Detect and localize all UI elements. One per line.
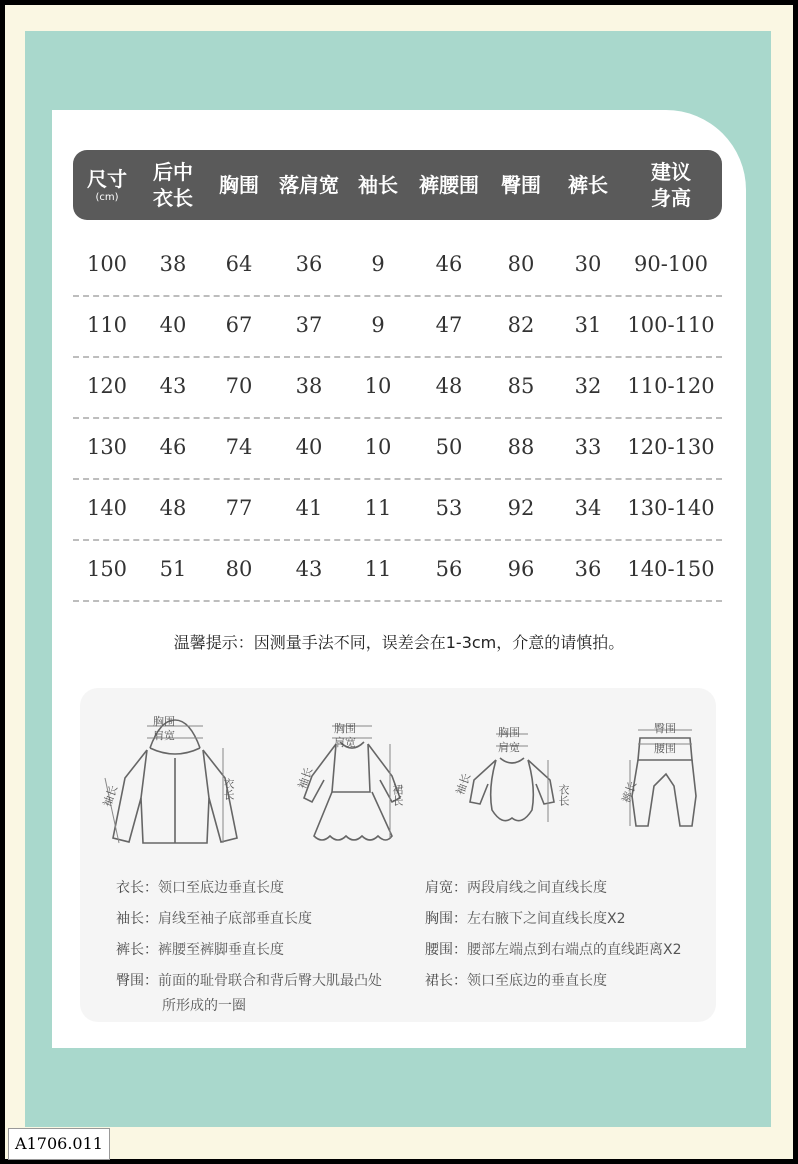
table-cell: 38 [159,252,187,276]
header-label: 袖长 [358,173,398,197]
table-cell: 150 [86,557,128,581]
definition-item [425,877,607,897]
romper-sleeve-label: 袖长 [453,771,474,797]
table-row [73,417,722,480]
table-cell: 11 [364,557,392,581]
table-cell: 100-110 [627,313,715,337]
table-cell: 51 [159,557,187,581]
header-label-line2: 身高 [651,186,691,210]
table-cell: 110-120 [627,374,715,398]
dress-shoulder-label: 肩宽 [334,736,356,749]
table-cell: 50 [435,435,463,459]
table-cell: 33 [574,435,602,459]
header-cell [501,150,541,220]
table-row [73,295,722,358]
definition-item [116,908,312,928]
table-cell: 43 [295,557,323,581]
definition-term: 胸围： [425,911,467,927]
jacket-chest-label: 胸围 [153,715,175,728]
definition-desc: 肩线至袖子底部垂直长度 [158,911,312,927]
table-cell: 38 [295,374,323,398]
header-cell [358,150,398,220]
table-cell: 48 [159,496,187,520]
definition-desc: 前面的耻骨联合和背后臀大肌最凸处 [158,973,382,989]
definition-term: 衣长： [116,880,158,896]
table-cell: 88 [507,435,535,459]
definition-item [425,939,682,959]
romper-shoulder-label: 肩宽 [498,741,520,754]
definition-term: 袖长： [116,911,158,927]
definition-term: 腰围： [425,942,467,958]
dress-sleeve-label: 袖长 [295,765,316,791]
definition-term: 臀围： [116,973,158,989]
table-cell: 48 [435,374,463,398]
table-cell: 34 [574,496,602,520]
header-cell [651,150,691,220]
header-label: 胸围 [219,173,259,197]
table-cell: 10 [364,435,392,459]
table-cell: 90-100 [634,252,708,276]
table-cell: 140-150 [627,557,715,581]
header-cell [153,150,193,220]
header-label: 裤长 [568,173,608,197]
definition-desc: 腰部左端点到右端点的直线距离X2 [467,942,682,958]
definition-term: 裙长： [425,973,467,989]
table-cell: 64 [225,252,253,276]
header-cell [219,150,259,220]
measurement-note: 温馨提示：因测量手法不同，误差会在1-3cm，介意的请慎拍。 [173,633,625,652]
definition-item [116,877,284,897]
table-cell: 10 [364,374,392,398]
header-cell [87,150,127,220]
romper-chest-label: 胸围 [498,726,520,739]
table-cell: 30 [574,252,602,276]
table-row [73,234,722,297]
jacket-length-label: 衣长 [222,778,235,800]
table-cell: 74 [225,435,253,459]
header-label: 裤腰围 [419,173,479,197]
pants-hip-label: 臀围 [654,722,676,735]
table-cell: 43 [159,374,187,398]
table-cell: 32 [574,374,602,398]
table-cell: 77 [225,496,253,520]
definition-desc: 裤腰至裤脚垂直长度 [158,942,284,958]
header-cell [279,150,339,220]
table-cell: 80 [225,557,253,581]
table-cell: 37 [295,313,323,337]
table-cell: 85 [507,374,535,398]
definition-item [116,939,284,959]
table-cell: 31 [574,313,602,337]
header-label: 后中 [153,160,193,184]
table-cell: 9 [371,252,385,276]
pants-waist-label: 腰围 [654,742,676,755]
table-cell: 92 [507,496,535,520]
table-cell: 56 [435,557,463,581]
definition-desc: 领口至底边垂直长度 [158,880,284,896]
table-cell: 36 [295,252,323,276]
definition-term: 肩宽： [425,880,467,896]
size-table-header [73,150,722,220]
romper-length-label: 衣长 [557,784,570,806]
table-cell: 9 [371,313,385,337]
pants-length-label: 裤长 [619,779,640,805]
header-label: 建议 [651,160,691,184]
header-label: 臀围 [501,173,541,197]
table-row [73,478,722,541]
definition-item [116,970,382,990]
table-cell: 110 [86,313,128,337]
table-cell: 96 [507,557,535,581]
table-cell: 40 [159,313,187,337]
table-cell: 11 [364,496,392,520]
table-row [73,539,722,602]
table-cell: 41 [295,496,323,520]
table-row [73,356,722,419]
header-cell [419,150,479,220]
table-cell: 53 [435,496,463,520]
jacket-sleeve-label: 袖长 [100,783,121,809]
table-cell: 82 [507,313,535,337]
table-cell: 47 [435,313,463,337]
definition-continuation: 所形成的一圈 [162,998,246,1014]
definition-item [425,970,607,990]
header-label: 尺寸 [87,167,127,191]
dress-chest-label: 胸围 [334,722,356,735]
product-code: A1706.011 [8,1128,110,1160]
table-cell: 46 [159,435,187,459]
definition-item [425,908,626,928]
definition-desc: 领口至底边的垂直长度 [467,973,607,989]
table-cell: 67 [225,313,253,337]
table-cell: 100 [86,252,128,276]
jacket-shoulder-label: 肩宽 [153,729,175,742]
table-cell: 80 [507,252,535,276]
table-cell: 120-130 [627,435,715,459]
definition-term: 裤长： [116,942,158,958]
table-cell: 46 [435,252,463,276]
definition-desc: 左右腋下之间直线长度X2 [467,911,626,927]
definition-desc: 两段肩线之间直线长度 [467,880,607,896]
table-cell: 36 [574,557,602,581]
table-cell: 40 [295,435,323,459]
table-cell: 130 [86,435,128,459]
header-label-line2: 衣长 [153,186,193,210]
table-cell: 120 [86,374,128,398]
header-label-line2: (cm) [95,192,119,203]
table-cell: 140 [86,496,128,520]
header-label: 落肩宽 [279,173,339,197]
header-cell [568,150,608,220]
dress-length-label: 裙长 [391,784,404,806]
table-cell: 70 [225,374,253,398]
table-cell: 130-140 [627,496,715,520]
